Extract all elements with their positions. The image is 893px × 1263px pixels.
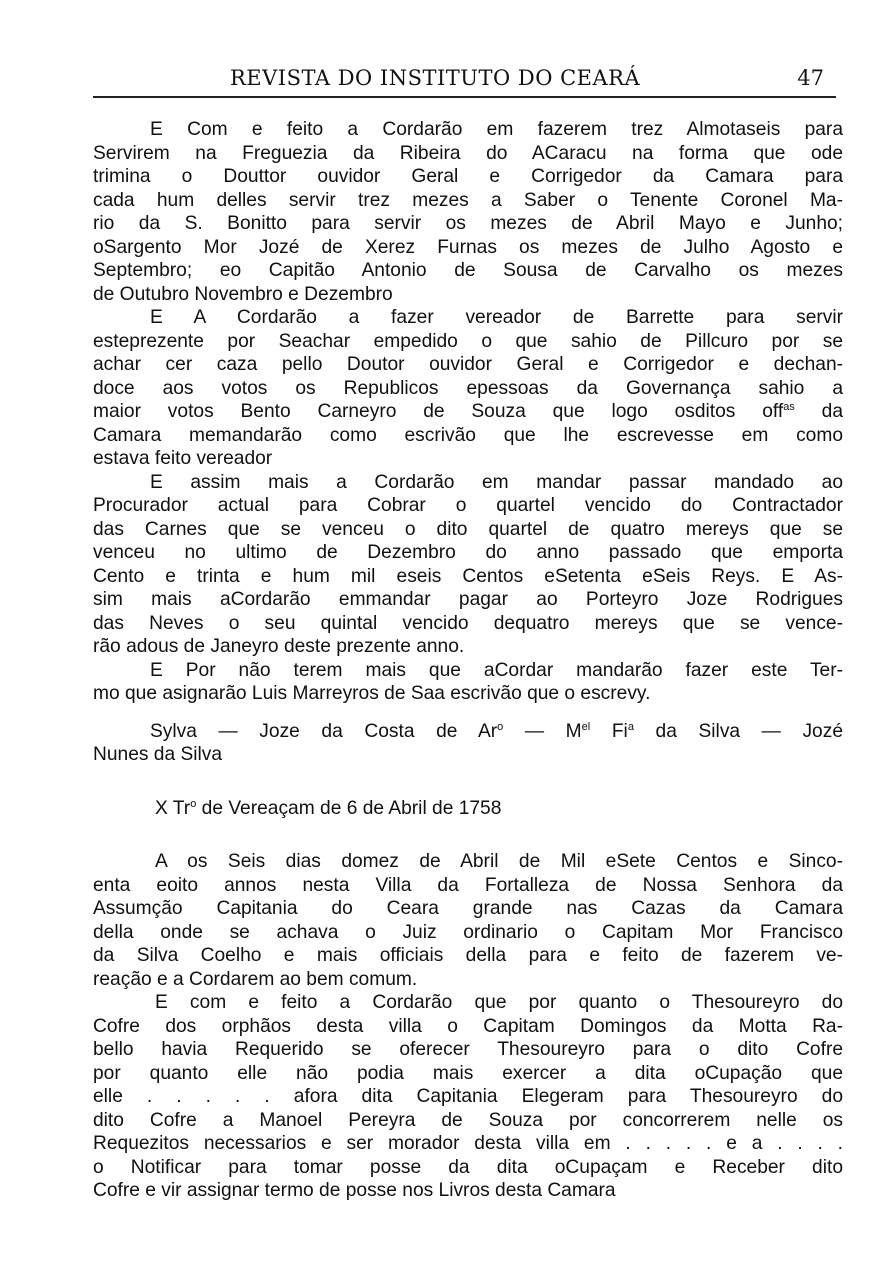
text-line: E Com e feito a Cordarão em fazerem trez Almotaseis para (150, 119, 843, 140)
text-line: E Por não terem mais que aCordar mandarão fazer este Ter- (150, 659, 843, 681)
text-segment: X Tr (155, 797, 191, 819)
text-line: Cofre dos orphãos desta villa o Capitam Domingos da Motta Ra- (93, 1015, 843, 1037)
superscript: as (783, 401, 795, 413)
text-line (93, 400, 843, 424)
text-line: oSargento Mor Jozé de Xerez Furnas os mezes de Julho Agosto e (93, 236, 843, 258)
text-line: da Silva Coelho e mais officiais della para e feito de fazerem ve- (93, 945, 843, 966)
text-line: dito Cofre a Manoel Pereyra de Souza por concorrerem nelle os (93, 1109, 843, 1131)
paragraph-4 (93, 659, 843, 706)
text-line: trimina o Douttor ouvidor Geral e Corrigedor da Camara para (93, 166, 843, 187)
text-line: Requezitos necessarios e ser morador desta villa em . . . . . e a . . . . (93, 1133, 843, 1154)
text-line: o Notificar para tomar posse da dita oCupaçam e Receber dito (93, 1156, 843, 1178)
heading-line (93, 797, 843, 821)
text-line: A os Seis dias domez de Abril de Mil eSete Centos e Sinco- (155, 851, 843, 872)
text-line: esteprezente por Seachar empedido o que sahio de Pillcuro por se (93, 330, 843, 352)
page-header (93, 62, 836, 98)
text-line: E A Cordarão a fazer vereador de Barrette para servir (150, 307, 843, 328)
superscript: o (190, 797, 197, 810)
text-line: Camara memandarão como escrivão que lhe escrevesse em como (93, 424, 843, 446)
signature-line: Nunes da Silva (93, 744, 223, 765)
spacer (93, 706, 843, 720)
spacer (93, 767, 843, 797)
document-body (93, 118, 843, 1203)
text-segment: da (794, 401, 843, 422)
text-line: Procurador actual para Cobrar o quartel vencido do Contractador (93, 495, 843, 516)
paragraph-3 (93, 471, 843, 659)
journal-title: REVISTA DO INSTITUTO DO CEARÁ (230, 66, 641, 90)
text-segment: Sylva — Joze da Costa de Ar (150, 720, 498, 742)
paragraph-5 (93, 850, 843, 991)
text-segment: — M (503, 720, 582, 742)
text-segment: da Silva — Jozé (633, 720, 843, 742)
text-line: Assumção Capitania do Ceara grande nas Cazas da Camara (93, 898, 843, 919)
text-segment: maior votos Bento Carneyro de Souza que logo osditos off (93, 401, 784, 422)
superscript: o (497, 720, 504, 733)
paragraph-1 (93, 118, 843, 306)
text-line: de Outubro Novembro e Dezembro (93, 283, 393, 305)
paragraph-6 (93, 991, 843, 1203)
text-line: reação e a Cordarem ao bem comum. (93, 968, 418, 990)
signature-line (93, 720, 843, 744)
text-segment: Fi (590, 720, 628, 742)
text-line: della onde se achava o Juiz ordinario o Capitam Mor Francisco (93, 921, 843, 943)
paragraph-2 (93, 306, 843, 471)
superscript: el (581, 720, 591, 733)
text-line: mo que asignarão Luis Marreyros de Saa escrivão que o escrevy. (93, 683, 651, 704)
text-line: rão adous de Janeyro deste prezente anno. (93, 636, 465, 657)
text-line: estava feito vereador (93, 448, 273, 469)
text-line: E com e feito a Cordarão que por quanto o Thesoureyro do (155, 992, 843, 1013)
text-line: E assim mais a Cordarão em mandar passar mandado ao (150, 471, 843, 493)
text-line: sim mais aCordarão emmandar pagar ao Porteyro Joze Rodrigues (93, 589, 843, 610)
text-line: por quanto elle não podia mais exercer a dita oCupação que (93, 1062, 843, 1084)
text-line: Septembro; eo Capitão Antonio de Sousa de Carvalho os mezes (93, 260, 843, 281)
text-line: Servirem na Freguezia da Ribeira do ACaracu na forma que ode (93, 142, 843, 164)
superscript: a (627, 720, 634, 733)
text-line: bello havia Requerido se oferecer Thesoureyro para o dito Cofre (93, 1039, 843, 1060)
text-line: venceu no ultimo de Dezembro do anno passado que emporta (93, 542, 843, 563)
spacer (93, 820, 843, 850)
text-line: Cofre e vir assignar termo de posse nos Livros desta Camara (93, 1180, 616, 1201)
text-line: achar cer caza pello Doutor ouvidor Geral e Corrigedor e dechan- (93, 354, 843, 375)
text-line: elle . . . . . afora dita Capitania Elegeram para Thesoureyro do (93, 1086, 843, 1107)
text-line: cada hum delles servir trez mezes a Saber o Tenente Coronel Ma- (93, 189, 843, 211)
text-line: das Carnes que se venceu o dito quartel de quatro mereys que se (93, 518, 843, 540)
page-number: 47 (797, 66, 824, 90)
signatures (93, 720, 843, 767)
text-line: Cento e trinta e hum mil eseis Centos eSetenta eSeis Reys. E As- (93, 565, 843, 587)
text-line: rio da S. Bonitto para servir os mezes de Abril Mayo e Junho; (93, 213, 843, 234)
text-line: das Neves o seu quintal vencido dequatro mereys que se vence- (93, 612, 843, 634)
text-line: enta eoito annos nesta Villa da Fortalleza de Nossa Senhora da (93, 874, 843, 896)
text-line: doce aos votos os Republicos epessoas da Governança sahio a (93, 377, 843, 399)
section-heading (93, 797, 843, 821)
text-segment: de Vereaçam de 6 de Abril de 1758 (196, 797, 502, 819)
